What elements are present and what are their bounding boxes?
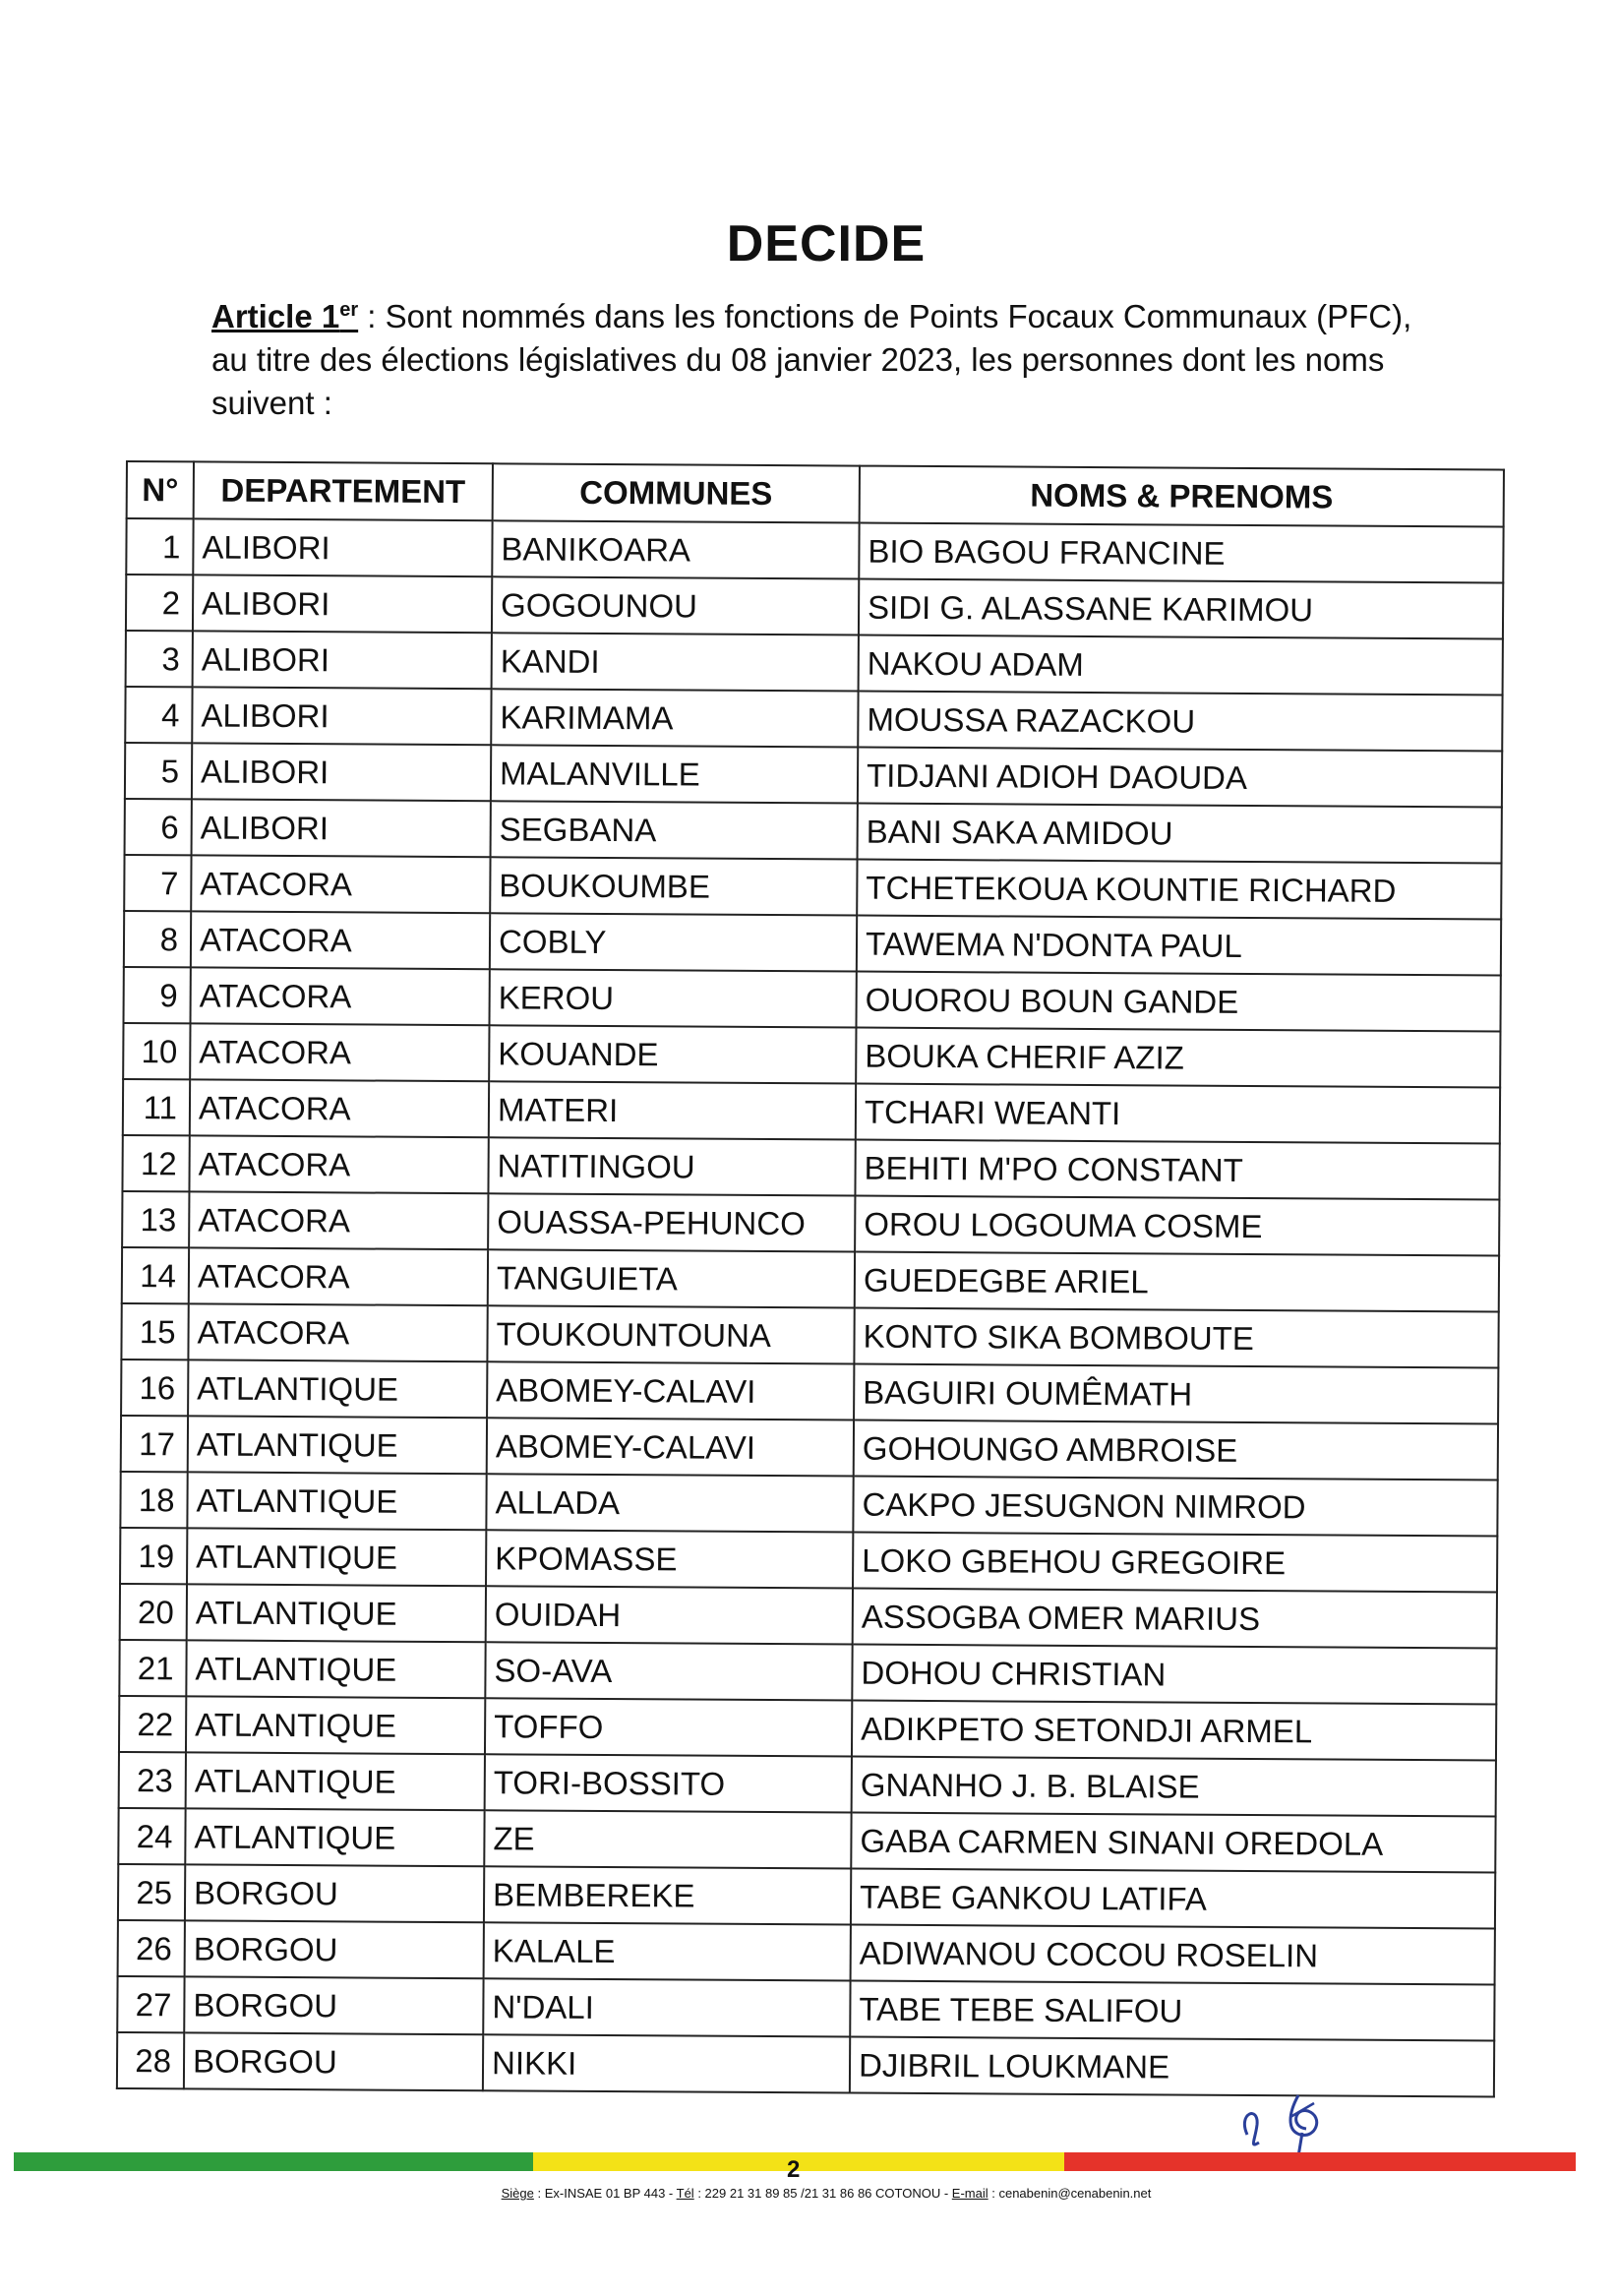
article-paragraph — [211, 295, 1451, 425]
footer-contact: Siège : Ex-INSAE 01 BP 443 - Tél : 229 21 31 89 85 /21 31 86 86 COTONOU - E-mail : cenabenin@cenabenin.net — [501, 2186, 1152, 2201]
cell-number: 2 — [126, 574, 193, 631]
cell-department: ATLANTIQUE — [186, 1640, 485, 1698]
cell-number: 5 — [125, 743, 192, 799]
table-row — [125, 743, 1502, 808]
table-row — [122, 1135, 1499, 1200]
table-row — [118, 1808, 1495, 1873]
cell-number: 15 — [121, 1303, 188, 1359]
table-row — [119, 1752, 1496, 1817]
cell-department: ATACORA — [191, 911, 490, 969]
cell-commune: MALANVILLE — [491, 745, 858, 803]
header-number: N° — [127, 461, 194, 518]
cell-name: TCHETEKOUA KOUNTIE RICHARD — [857, 860, 1501, 920]
table-row — [121, 1416, 1498, 1480]
table-row — [121, 1359, 1498, 1424]
cell-name: TIDJANI ADIOH DAOUDA — [858, 748, 1502, 808]
flag-bar-green — [14, 2152, 533, 2171]
cell-name: OROU LOGOUMA COSME — [855, 1196, 1499, 1256]
table-row — [119, 1640, 1496, 1705]
cell-name: BANI SAKA AMIDOU — [858, 804, 1502, 864]
cell-name: ADIKPETO SETONDJI ARMEL — [852, 1701, 1496, 1761]
table-row — [122, 1247, 1499, 1312]
cell-department: ATACORA — [189, 1135, 488, 1193]
cell-number: 27 — [117, 1976, 184, 2032]
cell-name: NAKOU ADAM — [859, 635, 1503, 695]
cell-number: 8 — [124, 911, 191, 967]
cell-name: CAKPO JESUGNON NIMROD — [853, 1477, 1497, 1537]
table-row — [123, 1079, 1500, 1144]
cell-commune: OUIDAH — [486, 1586, 853, 1644]
cell-number: 25 — [118, 1864, 185, 1920]
table-row — [122, 1191, 1499, 1256]
cell-commune: KARIMAMA — [491, 689, 858, 747]
table-row — [118, 1920, 1495, 1985]
cell-commune: SEGBANA — [491, 801, 858, 859]
cell-department: BORGOU — [184, 1976, 483, 2034]
cell-number: 13 — [122, 1191, 189, 1247]
cell-commune: TORI-BOSSITO — [485, 1754, 852, 1812]
cell-number: 6 — [125, 799, 192, 855]
cell-commune: TOFFO — [485, 1698, 852, 1756]
cell-number: 22 — [119, 1696, 186, 1752]
cell-department: ATLANTIQUE — [185, 1808, 484, 1866]
table-row — [120, 1584, 1497, 1649]
header-department: DEPARTEMENT — [194, 461, 493, 520]
table-row — [125, 799, 1502, 864]
cell-department: ALIBORI — [193, 631, 492, 689]
cell-name: GUEDEGBE ARIEL — [855, 1252, 1499, 1312]
table-row — [124, 855, 1501, 920]
cell-name: GABA CARMEN SINANI OREDOLA — [851, 1813, 1495, 1873]
cell-name: ASSOGBA OMER MARIUS — [853, 1589, 1497, 1649]
cell-number: 18 — [120, 1472, 187, 1528]
cell-number: 10 — [123, 1023, 190, 1079]
cell-number: 4 — [125, 687, 192, 743]
header-commune: COMMUNES — [493, 463, 860, 522]
cell-department: BORGOU — [184, 2032, 483, 2090]
cell-department: BORGOU — [185, 1920, 484, 1978]
cell-department: BORGOU — [185, 1864, 484, 1922]
table-row — [125, 687, 1502, 752]
cell-name: TABE GANKOU LATIFA — [851, 1869, 1495, 1929]
cell-commune: BOUKOUMBE — [490, 857, 857, 915]
table-body — [117, 518, 1504, 2097]
table-row — [126, 631, 1503, 695]
article-text: : Sont nommés dans les fonctions de Points Focaux Communaux (PFC), au titre des élections législatives du 08 janvier 2023, les personnes dont les noms suivent : — [211, 298, 1412, 421]
cell-name: ADIWANOU COCOU ROSELIN — [851, 1925, 1495, 1985]
cell-commune: N'DALI — [483, 1978, 850, 2036]
cell-department: ATACORA — [191, 967, 490, 1025]
cell-commune: ALLADA — [486, 1474, 853, 1532]
cell-name: TCHARI WEANTI — [856, 1084, 1500, 1144]
cell-commune: ABOMEY-CALAVI — [487, 1361, 854, 1420]
cell-name: BIO BAGOU FRANCINE — [859, 523, 1503, 583]
decision-heading: DECIDE — [726, 215, 927, 272]
page-number: 2 — [787, 2156, 801, 2183]
table-row — [120, 1528, 1497, 1593]
cell-name: LOKO GBEHOU GREGOIRE — [853, 1533, 1497, 1593]
cell-number: 26 — [118, 1920, 185, 1976]
cell-department: ATLANTIQUE — [188, 1359, 487, 1418]
table-row — [126, 574, 1503, 639]
cell-name: TAWEMA N'DONTA PAUL — [857, 916, 1501, 976]
cell-commune: MATERI — [489, 1081, 856, 1139]
table-row — [119, 1696, 1496, 1761]
cell-name: KONTO SIKA BOMBOUTE — [854, 1308, 1498, 1368]
cell-commune: KPOMASSE — [486, 1530, 853, 1588]
table-row — [124, 967, 1501, 1032]
cell-department: ALIBORI — [192, 743, 491, 801]
cell-name: DOHOU CHRISTIAN — [852, 1645, 1496, 1705]
cell-number: 21 — [119, 1640, 186, 1696]
cell-number: 16 — [121, 1359, 188, 1416]
cell-number: 7 — [124, 855, 191, 911]
cell-number: 12 — [122, 1135, 189, 1191]
cell-department: ATACORA — [190, 1023, 489, 1081]
cell-commune: NATITINGOU — [488, 1137, 855, 1195]
cell-number: 9 — [124, 967, 191, 1023]
article-label: Article 1er — [211, 298, 359, 334]
cell-commune: ZE — [484, 1810, 851, 1868]
cell-commune: COBLY — [490, 913, 857, 971]
table-row — [124, 911, 1501, 976]
cell-commune: SO-AVA — [485, 1642, 852, 1700]
cell-department: ATLANTIQUE — [187, 1472, 486, 1530]
cell-commune: BANIKOARA — [492, 520, 859, 578]
table-row — [123, 1023, 1500, 1088]
cell-commune: OUASSA-PEHUNCO — [488, 1193, 855, 1251]
cell-department: ATLANTIQUE — [187, 1528, 486, 1586]
cell-commune: KANDI — [492, 633, 859, 691]
cell-department: ATLANTIQUE — [188, 1416, 487, 1474]
cell-commune: NIKKI — [483, 2034, 850, 2092]
cell-department: ATACORA — [190, 1079, 489, 1137]
cell-name: MOUSSA RAZACKOU — [858, 692, 1502, 752]
cell-department: ALIBORI — [193, 574, 492, 633]
cell-department: ALIBORI — [192, 687, 491, 745]
cell-name: TABE TEBE SALIFOU — [850, 1981, 1494, 2041]
cell-number: 28 — [117, 2032, 184, 2088]
cell-commune: KEROU — [489, 969, 856, 1027]
cell-commune: TANGUIETA — [488, 1249, 855, 1307]
header-names: NOMS & PRENOMS — [860, 466, 1504, 527]
cell-commune: GOGOUNOU — [492, 576, 859, 634]
cell-name: BOUKA CHERIF AZIZ — [856, 1028, 1500, 1088]
table-row — [118, 1864, 1495, 1929]
cell-department: ATLANTIQUE — [187, 1584, 486, 1642]
table-row — [120, 1472, 1497, 1537]
cell-department: ALIBORI — [192, 799, 491, 857]
cell-commune: BEMBEREKE — [484, 1866, 851, 1924]
cell-number: 23 — [119, 1752, 186, 1808]
cell-number: 11 — [123, 1079, 190, 1135]
cell-department: ATACORA — [188, 1303, 487, 1361]
cell-department: ATLANTIQUE — [186, 1696, 485, 1754]
pfc-table — [116, 460, 1505, 2098]
cell-number: 20 — [120, 1584, 187, 1640]
cell-department: ATACORA — [189, 1191, 488, 1249]
table-row — [126, 518, 1503, 583]
cell-name: GNANHO J. B. BLAISE — [852, 1757, 1496, 1817]
cell-name: BEHITI M'PO CONSTANT — [855, 1140, 1499, 1200]
cell-number: 3 — [126, 631, 193, 687]
cell-number: 14 — [122, 1247, 189, 1303]
cell-commune: ABOMEY-CALAVI — [487, 1418, 854, 1476]
cell-name: GOHOUNGO AMBROISE — [854, 1420, 1498, 1480]
table-row — [121, 1303, 1498, 1368]
cell-department: ATACORA — [189, 1247, 488, 1305]
cell-commune: KOUANDE — [489, 1025, 856, 1083]
cell-commune: KALALE — [484, 1922, 851, 1980]
table-header-row — [127, 461, 1504, 527]
cell-number: 24 — [118, 1808, 185, 1864]
cell-name: OUOROU BOUN GANDE — [856, 972, 1500, 1032]
cell-number: 1 — [126, 518, 193, 574]
cell-number: 17 — [121, 1416, 188, 1472]
cell-number: 19 — [120, 1528, 187, 1584]
cell-department: ALIBORI — [193, 518, 492, 576]
cell-name: DJIBRIL LOUKMANE — [850, 2037, 1494, 2097]
cell-name: BAGUIRI OUMÊMATH — [854, 1364, 1498, 1424]
cell-commune: TOUKOUNTOUNA — [487, 1305, 854, 1363]
flag-bar-red — [1064, 2152, 1576, 2171]
cell-name: SIDI G. ALASSANE KARIMOU — [859, 579, 1503, 639]
table-row — [117, 1976, 1494, 2041]
cell-department: ATACORA — [191, 855, 490, 913]
cell-department: ATLANTIQUE — [186, 1752, 485, 1810]
